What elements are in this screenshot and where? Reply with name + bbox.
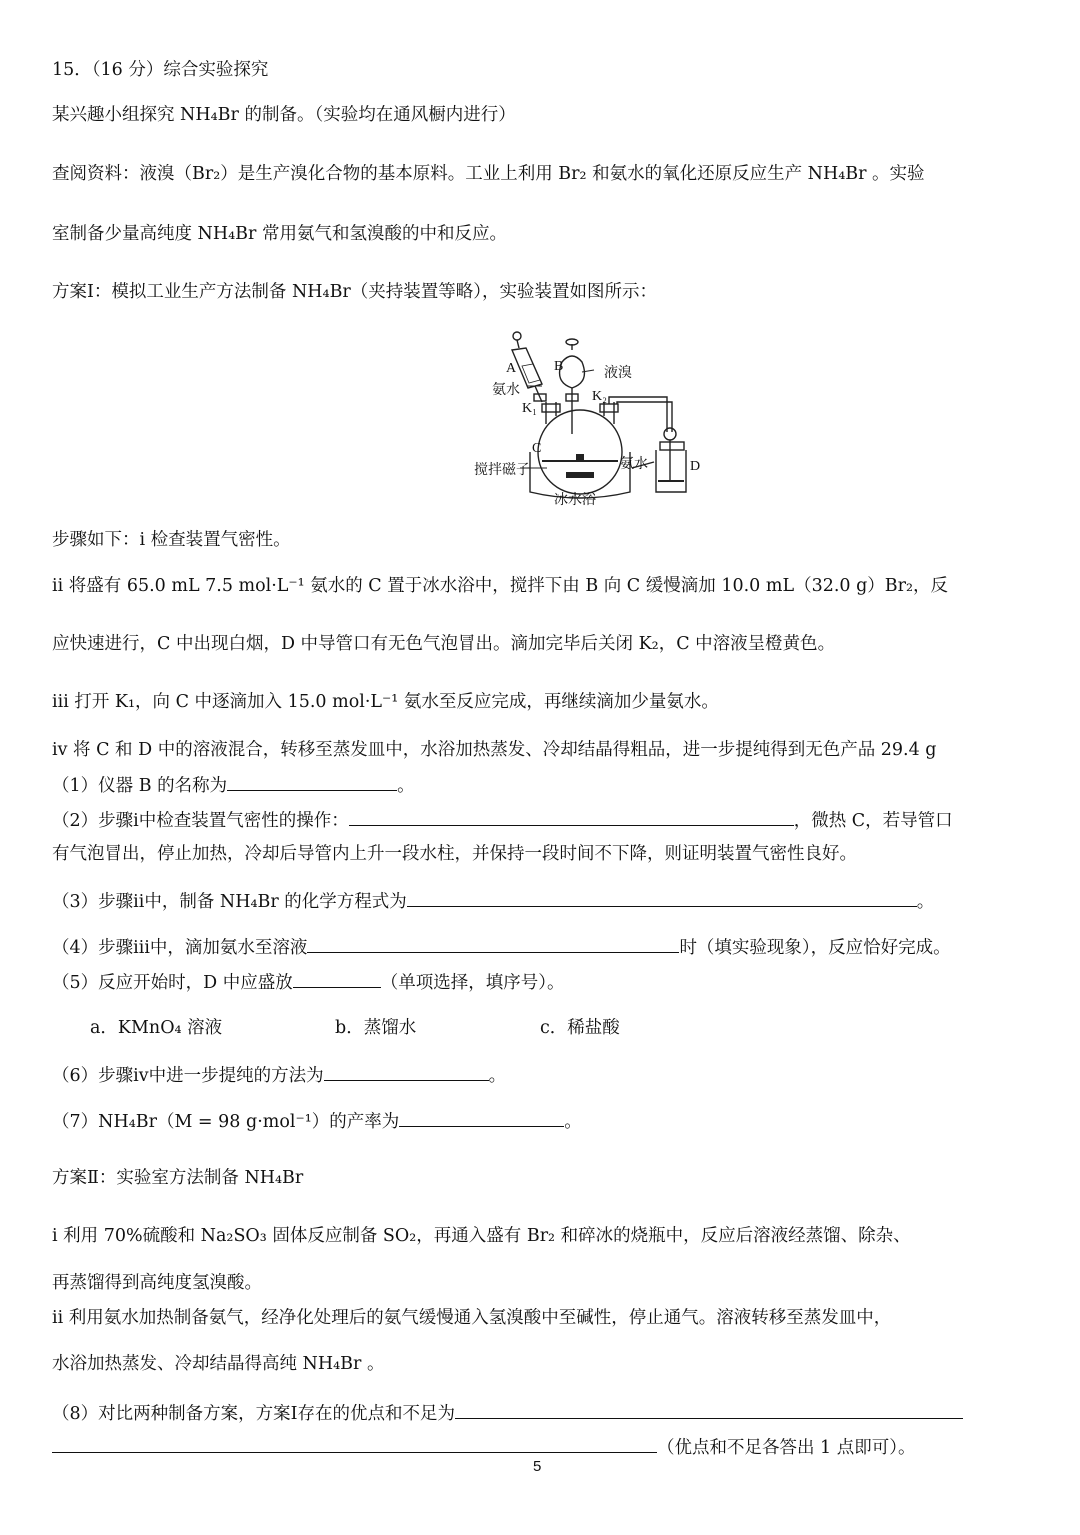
question-8-continued — [52, 1434, 916, 1460]
question-6 — [52, 1062, 506, 1088]
label-ammonia-D: 氨水 — [620, 457, 648, 472]
question-2-continued: 有气泡冒出，停止加热，冷却后导管内上升一段水柱，并保持一段时间不下降，则证明装置气密性良好。 — [52, 844, 857, 864]
q1-end: 。 — [397, 776, 415, 796]
label-A: A — [506, 361, 517, 376]
question-5 — [52, 969, 564, 995]
label-K2: K₂ — [592, 389, 607, 404]
q7-text: （7）NH₄Br（M = 98 g·mol⁻¹）的产率为 — [52, 1112, 400, 1132]
label-stirrer: 搅拌磁子 — [474, 463, 530, 478]
apparatus-diagram — [422, 322, 722, 522]
label-ammonia-A: 氨水 — [492, 383, 520, 398]
page-number: 5 — [533, 1458, 542, 1475]
q3-text: （3）步骤ⅱ中，制备 NH₄Br 的化学方程式为 — [52, 892, 407, 912]
intro-text: 某兴趣小组探究 NH₄Br 的制备。（实验均在通风橱内进行） — [52, 105, 516, 125]
step-iii: ⅲ 打开 K₁，向 C 中逐滴加入 15.0 mol·L⁻¹ 氨水至反应完成，再继续滴加少量氨水。 — [52, 692, 719, 712]
q8-tail: （优点和不足各答出 1 点即可）。 — [657, 1438, 916, 1458]
q7-end: 。 — [564, 1112, 582, 1132]
q4-answer-blank[interactable] — [307, 934, 679, 953]
apparatus-figure — [422, 322, 722, 522]
reference-line-2: 室制备少量高纯度 NH₄Br 常用氨气和氢溴酸的中和反应。 — [52, 224, 507, 244]
label-liquid-bromine: 液溴 — [604, 366, 632, 381]
q4-tail: 时（填实验现象），反应恰好完成。 — [679, 938, 951, 958]
label-K1: K₁ — [522, 401, 537, 416]
step-ii-line-2: 应快速进行，C 中出现白烟，D 中导管口有无色气泡冒出。滴加完毕后关闭 K₂，C 中溶液呈橙黄色。 — [52, 634, 836, 654]
plan-2-step-ii-line-1: ⅱ 利用氨水加热制备氨气，经净化处理后的氨气缓慢通入氢溴酸中至碱性，停止通气。溶液转移至蒸发皿中， — [52, 1308, 892, 1328]
step-iv: ⅳ 将 C 和 D 中的溶液混合，转移至蒸发皿中，水浴加热蒸发、冷却结晶得粗品，进一步提纯得到无色产品 29.4 g — [52, 740, 937, 760]
q5-option-a: a．KMnO₄ 溶液 — [90, 1018, 223, 1038]
step-i: 步骤如下：ⅰ 检查装置气密性。 — [52, 530, 291, 550]
label-ice-bath: 冰水浴 — [554, 493, 596, 508]
plan-2-step-i-line-2: 再蒸馏得到高纯度氢溴酸。 — [52, 1273, 262, 1293]
q8-answer-blank-2[interactable] — [52, 1434, 657, 1453]
q2-tail: ，微热 C，若导管口 — [793, 811, 953, 831]
q8-text: （8）对比两种制备方案，方案Ⅰ存在的优点和不足为 — [52, 1404, 456, 1424]
plan-2-heading: 方案Ⅱ：实验室方法制备 NH₄Br — [52, 1168, 304, 1188]
q5-tail: （单项选择，填序号）。 — [380, 973, 565, 993]
q5-text: （5）反应开始时，D 中应盛放 — [52, 973, 293, 993]
q5-option-c: c．稀盐酸 — [540, 1018, 620, 1038]
label-D: D — [690, 459, 701, 474]
q5-option-b: b．蒸馏水 — [335, 1018, 417, 1038]
label-B: B — [554, 359, 564, 374]
question-title: 15．（16 分）综合实验探究 — [52, 60, 269, 80]
stir-bar — [576, 454, 584, 462]
q3-end: 。 — [916, 892, 935, 912]
step-ii-line-1: ⅱ 将盛有 65.0 mL 7.5 mol·L⁻¹ 氨水的 C 置于冰水浴中，搅拌下由 B 向 C 缓慢滴加 10.0 mL（32.0 g）Br₂，反 — [52, 576, 949, 596]
plan-2-step-i-line-1: ⅰ 利用 70%硫酸和 Na₂SO₃ 固体反应制备 SO₂，再通入盛有 Br₂ 和碎冰的烧瓶中，反应后溶液经蒸馏、除杂、 — [52, 1226, 911, 1246]
q2-answer-blank[interactable] — [349, 807, 794, 826]
q6-text: （6）步骤ⅳ中进一步提纯的方法为 — [52, 1066, 324, 1086]
reference-line-1: 查阅资料：液溴（Br₂）是生产溴化合物的基本原料。工业上利用 Br₂ 和氨水的氧化还原反应生产 NH₄Br 。实验 — [52, 164, 925, 184]
question-3 — [52, 888, 934, 914]
q6-answer-blank[interactable] — [324, 1062, 489, 1081]
question-1 — [52, 772, 415, 798]
q4-text: （4）步骤ⅲ中，滴加氨水至溶液 — [52, 938, 308, 958]
label-C: C — [532, 441, 542, 456]
q5-answer-blank[interactable] — [293, 969, 381, 988]
q2-text: （2）步骤ⅰ中检查装置气密性的操作： — [52, 811, 349, 831]
q6-end: 。 — [488, 1066, 507, 1086]
plan-2-step-ii-line-2: 水浴加热蒸发、冷却结晶得高纯 NH₄Br 。 — [52, 1354, 385, 1374]
q1-text: （1）仪器 B 的名称为 — [52, 776, 228, 796]
q8-answer-blank-1[interactable] — [455, 1400, 963, 1419]
q7-answer-blank[interactable] — [399, 1108, 564, 1127]
plan-1-heading: 方案Ⅰ：模拟工业生产方法制备 NH₄Br（夹持装置等略），实验装置如图所示： — [52, 282, 658, 302]
q3-answer-blank[interactable] — [407, 888, 917, 907]
q5-options — [90, 1016, 620, 1040]
q1-answer-blank[interactable] — [227, 772, 397, 791]
question-4 — [52, 934, 951, 960]
question-7 — [52, 1108, 582, 1134]
question-8 — [52, 1400, 963, 1426]
question-2 — [52, 807, 953, 833]
